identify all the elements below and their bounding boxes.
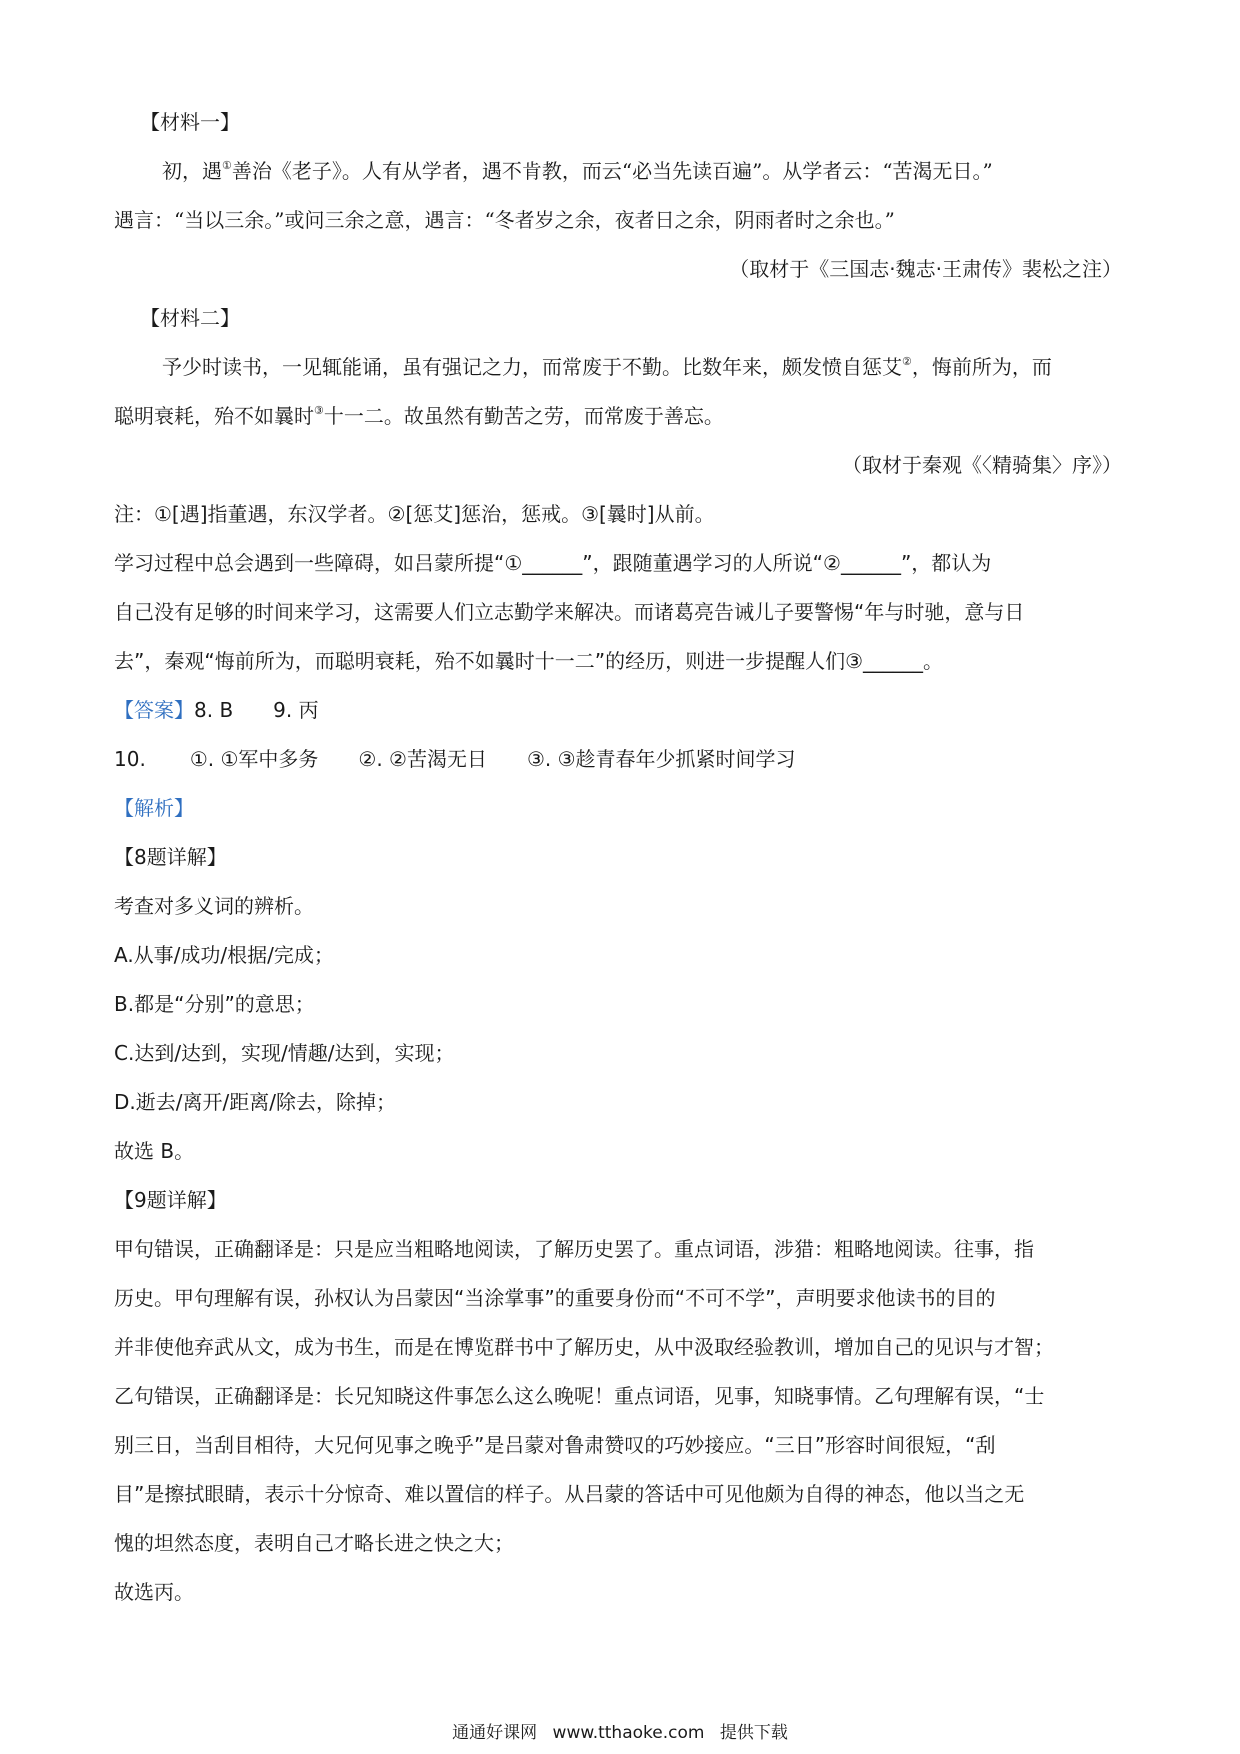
material1-heading: 【材料一】 bbox=[140, 110, 240, 134]
q9-line: 故选丙。 bbox=[114, 1580, 194, 1604]
material2-line1-end: ，悔前所为，而 bbox=[911, 355, 1052, 379]
q8-line: D.逝去/离开/距离/除去，除掉； bbox=[114, 1090, 396, 1114]
answer-label: 【答案】 bbox=[114, 698, 194, 722]
q9-line: 乙句错误，正确翻译是：长兄知晓这件事怎么这么晚呢！重点词语，见事，知晓事情。乙句理解有误，“士 bbox=[114, 1384, 1045, 1408]
material2-line2-end: 十一二。故虽然有勤苦之劳，而常废于善忘。 bbox=[323, 404, 724, 428]
material1-line1 bbox=[114, 147, 1126, 196]
question10-line2: 自己没有足够的时间来学习，这需要人们立志勤学来解决。而诸葛亮告诫儿子要警惕“年与时驰，意与日 bbox=[114, 600, 1025, 624]
page-footer bbox=[0, 1722, 1240, 1744]
material2-line1-start: 予少时读书，一见辄能诵，虽有强记之力，而常废于不勤。比数年来，颇发愤自惩艾 bbox=[162, 355, 902, 379]
answer-10-blank2: ②. ②苦渴无日 bbox=[358, 747, 487, 771]
q9-line: 并非使他弃武从文，成为书生，而是在博览群书中了解历史，从中汲取经验教训，增加自己的见识与才智； bbox=[114, 1335, 1054, 1359]
analysis-label: 【解析】 bbox=[114, 796, 194, 820]
answer-line bbox=[114, 686, 1126, 735]
answer-10-number: 10. bbox=[114, 747, 146, 771]
answer-10-blank1: ①. ①军中多务 bbox=[189, 747, 319, 771]
notes: 注：①[遇]指董遇，东汉学者。②[惩艾]惩治，惩戒。③[曩时]从前。 bbox=[114, 502, 715, 526]
material1-source: （取材于《三国志·魏志·王肃传》裴松之注） bbox=[729, 257, 1122, 281]
answer-8: 8. B bbox=[194, 698, 234, 722]
question10-line3: 去”，秦观“悔前所为，而聪明衰耗，殆不如曩时十一二”的经历，则进一步提醒人们③______。 bbox=[114, 649, 944, 673]
q9-line: 目”是擦拭眼睛，表示十分惊奇、难以置信的样子。从吕蒙的答话中可见他颇为自得的神态，他以当之无 bbox=[114, 1482, 1025, 1506]
footer-site-name: 通通好课网 bbox=[452, 1723, 538, 1743]
q8-line: C.达到/达到，实现/情趣/达到，实现； bbox=[114, 1041, 455, 1065]
material2-line2-start: 聪明衰耗，殆不如曩时 bbox=[114, 404, 314, 428]
material2-line1 bbox=[114, 343, 1126, 392]
q8-heading: 【8题详解】 bbox=[114, 845, 227, 869]
material2-heading: 【材料二】 bbox=[140, 306, 240, 330]
document-page bbox=[114, 98, 1126, 1617]
footnote-mark-3: ③ bbox=[314, 404, 324, 417]
q8-line: A.从事/成功/根据/完成； bbox=[114, 943, 334, 967]
footnote-mark-2: ② bbox=[902, 355, 912, 368]
footer-tail: 提供下载 bbox=[719, 1723, 788, 1743]
question10-line1: 学习过程中总会遇到一些障碍，如吕蒙所提“①______”，跟随董遇学习的人所说“②______”，都认为 bbox=[114, 551, 992, 575]
footer-url-link[interactable]: www.tthaoke.com bbox=[552, 1723, 705, 1743]
answer-10-blank3: ③. ③趁青春年少抓紧时间学习 bbox=[526, 747, 796, 771]
answer-9: 9. 丙 bbox=[273, 698, 319, 722]
material1-line1-start: 初，遇 bbox=[162, 159, 222, 183]
q8-line: B.都是“分别”的意思； bbox=[114, 992, 315, 1016]
q9-line: 历史。甲句理解有误，孙权认为吕蒙因“当涂掌事”的重要身份而“不可不学”，声明要求他读书的目的 bbox=[114, 1286, 996, 1310]
material1-line1-end: 善治《老子》。人有从学者，遇不肯教，而云“必当先读百遍”。从学者云：“苦渴无日。” bbox=[231, 159, 993, 183]
q9-line: 甲句错误，正确翻译是：只是应当粗略地阅读，了解历史罢了。重点词语，涉猎：粗略地阅读。往事，指 bbox=[114, 1237, 1034, 1261]
footnote-mark-1: ① bbox=[222, 159, 232, 172]
material2-source: （取材于秦观《〈精骑集〉序》） bbox=[842, 453, 1122, 477]
q8-line: 考查对多义词的辨析。 bbox=[114, 894, 314, 918]
answer-10-line bbox=[114, 735, 1126, 784]
q9-line: 别三日，当刮目相待，大兄何见事之晚乎”是吕蒙对鲁肃赞叹的巧妙接应。“三日”形容时间很短，“刮 bbox=[114, 1433, 996, 1457]
material2-line2 bbox=[114, 392, 1126, 441]
material1-line2: 遇言：“当以三余。”或问三余之意，遇言：“冬者岁之余，夜者日之余，阴雨者时之余也。” bbox=[114, 208, 895, 232]
q8-line: 故选 B。 bbox=[114, 1139, 195, 1163]
q9-heading: 【9题详解】 bbox=[114, 1188, 227, 1212]
q9-line: 愧的坦然态度，表明自己才略长进之快之大； bbox=[114, 1531, 514, 1555]
